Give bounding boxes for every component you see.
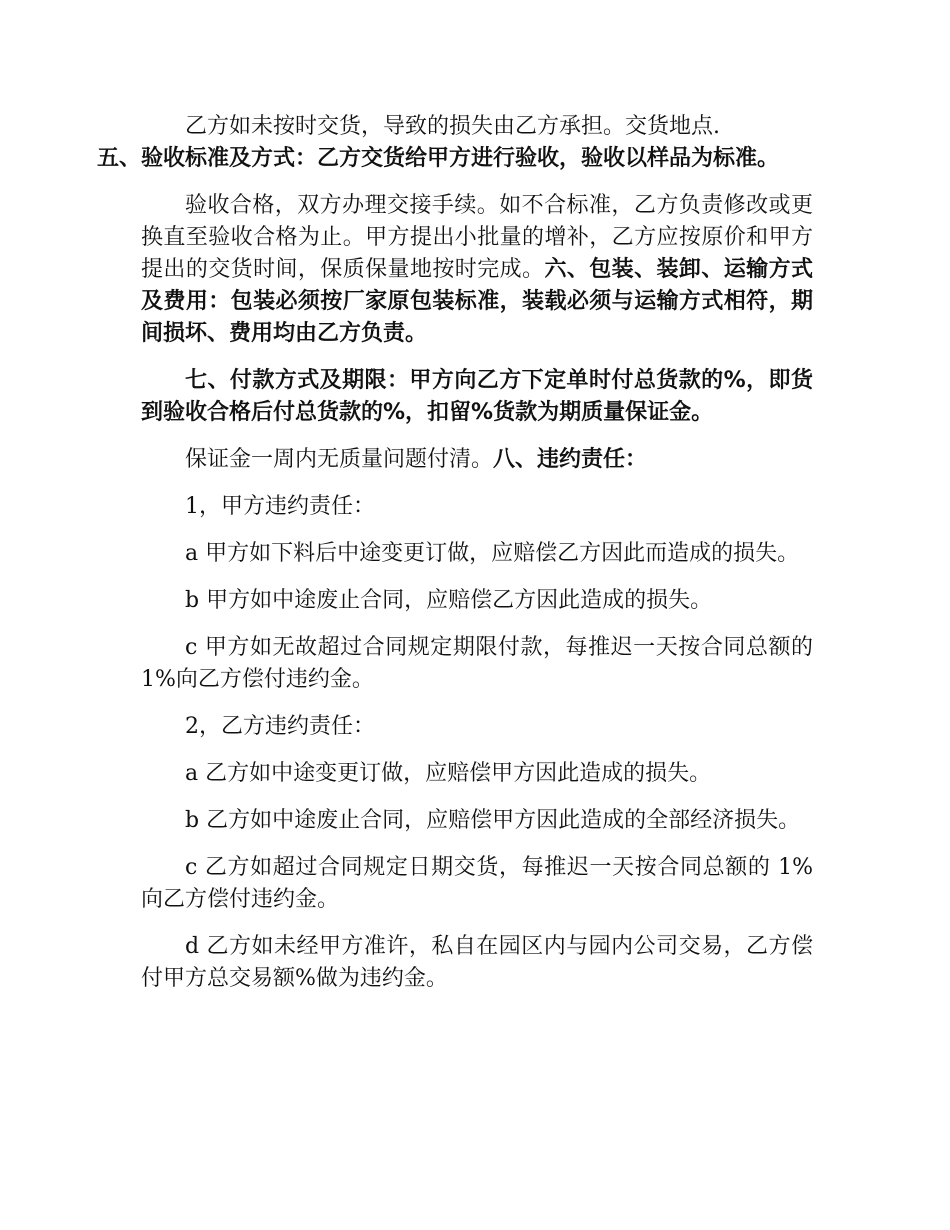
clause-party-b-item-b: b 乙方如中途废止合同，应赔偿甲方因此造成的全部经济损失。 [185,808,801,833]
clause-party-b-item-a: a 乙方如中途变更订做，应赔偿甲方因此造成的损失。 [185,761,712,786]
clause-party-b-item-d: d 乙方如未经甲方准许，私自在园区内与园内公司交易，乙方偿付甲方总交易额%做为违约金。 [141,934,813,991]
paragraph-delivery [97,111,813,175]
heading-packaging-transport: 六、包装、装卸、运输方式及费用：包装必须按厂家原包装标准，装载必须与运输方式相符，期间损坏、费用均由乙方负责。 [141,257,813,346]
text-acceptance-procedure: 验收合格，双方办理交接手续。如不合标准，乙方负责修改或更换直至验收合格为止。甲方提出小批量的增补，乙方应按原价和甲方提出的交货时间，保质保量地按时完成。 [141,193,813,282]
paragraph-acceptance [141,190,813,350]
text-delivery-loss: 乙方如未按时交货，导致的损失由乙方承担。交货地点. [185,114,720,139]
heading-breach-liability: 八、违约责任： [493,447,648,472]
clause-party-a-item-a: a 甲方如下料后中途变更订做，应赔偿乙方因此而造成的损失。 [185,541,800,566]
clause-party-a-item-b: b 甲方如中途废止合同，应赔偿乙方因此造成的损失。 [185,588,713,613]
paragraph-deposit [141,444,813,476]
document-page [97,111,813,1010]
section-party-b-liability-title: 2，乙方违约责任： [185,714,375,739]
section-party-a-liability-title: 1，甲方违约责任： [185,494,375,519]
clause-party-a-item-c: c 甲方如无故超过合同规定期限付款，每推迟一天按合同总额的 1%向乙方偿付违约金。 [141,635,813,692]
clause-party-b-item-c: c 乙方如超过合同规定日期交货，每推迟一天按合同总额的 1%向乙方偿付违约金。 [141,855,813,912]
heading-payment-terms: 七、付款方式及期限：甲方向乙方下定单时付总货款的%，即货到验收合格后付总货款的%，扣留%货款为期质量保证金。 [141,368,813,425]
heading-acceptance-standard: 五、验收标准及方式：乙方交货给甲方进行验收，验收以样品为标准。 [97,146,780,171]
text-deposit-settlement: 保证金一周内无质量问题付清。 [185,447,494,472]
